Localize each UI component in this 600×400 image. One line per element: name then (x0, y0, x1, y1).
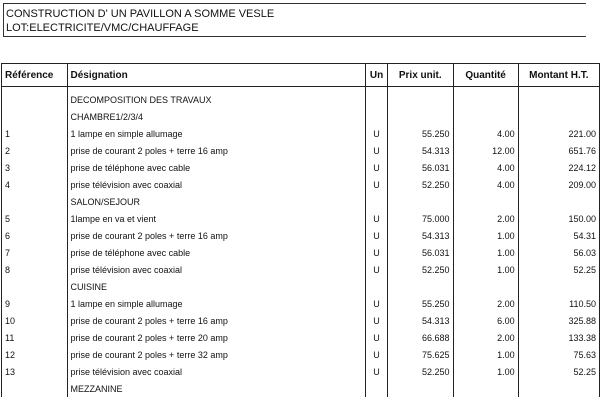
row-designation: prise de courant 2 poles + terre 20 amp (67, 329, 366, 346)
row-unit-price (388, 193, 454, 210)
row-unit: U (366, 176, 388, 193)
row-unit: U (366, 142, 388, 159)
row-designation: MEZZANINE (67, 380, 366, 397)
row-designation: prise télévision avec coaxial (67, 363, 366, 380)
section-heading-row (2, 91, 600, 108)
row-unit-price: 66.688 (388, 329, 454, 346)
section-heading-row (2, 193, 600, 210)
row-reference (2, 193, 68, 210)
row-reference (2, 278, 68, 295)
row-reference: 4 (2, 176, 68, 193)
row-reference: 12 (2, 346, 68, 363)
row-unit (366, 193, 388, 210)
row-amount (518, 91, 599, 108)
row-unit: U (366, 329, 388, 346)
table-row (2, 261, 600, 278)
row-unit-price: 52.250 (388, 176, 454, 193)
section-heading-row (2, 108, 600, 125)
row-designation: CHAMBRE1/2/3/4 (67, 108, 366, 125)
row-unit-price: 54.313 (388, 312, 454, 329)
table-row (2, 363, 600, 380)
table-row (2, 329, 600, 346)
row-amount: 133.38 (518, 329, 599, 346)
row-amount: 221.00 (518, 125, 599, 142)
section-heading-row (2, 380, 600, 397)
row-unit-price (388, 278, 454, 295)
row-designation: prise de courant 2 poles + terre 16 amp (67, 142, 366, 159)
row-reference: 5 (2, 210, 68, 227)
row-reference: 13 (2, 363, 68, 380)
table-row (2, 312, 600, 329)
row-designation: prise de courant 2 poles + terre 32 amp (67, 346, 366, 363)
row-quantity: 4.00 (453, 176, 518, 193)
row-amount: 150.00 (518, 210, 599, 227)
row-amount: 54.31 (518, 227, 599, 244)
row-reference: 1 (2, 125, 68, 142)
row-unit (366, 108, 388, 125)
row-reference (2, 108, 68, 125)
row-amount: 52.25 (518, 363, 599, 380)
row-quantity (453, 91, 518, 108)
row-reference: 9 (2, 295, 68, 312)
row-unit-price: 52.250 (388, 363, 454, 380)
row-reference: 8 (2, 261, 68, 278)
row-amount: 209.00 (518, 176, 599, 193)
table-row (2, 295, 600, 312)
row-quantity (453, 108, 518, 125)
row-unit-price: 54.313 (388, 227, 454, 244)
row-reference: 10 (2, 312, 68, 329)
col-header-unit-price: Prix unit. (388, 64, 454, 87)
row-designation: prise de téléphone avec cable (67, 159, 366, 176)
row-unit (366, 380, 388, 397)
row-quantity: 1.00 (453, 227, 518, 244)
row-reference: 7 (2, 244, 68, 261)
row-unit: U (366, 312, 388, 329)
row-designation: DECOMPOSITION DES TRAVAUX (67, 91, 366, 108)
row-unit: U (366, 244, 388, 261)
row-unit: U (366, 125, 388, 142)
row-designation: prise de courant 2 poles + terre 16 amp (67, 312, 366, 329)
row-unit-price (388, 380, 454, 397)
row-reference: 2 (2, 142, 68, 159)
row-designation: CUISINE (67, 278, 366, 295)
row-amount: 110.50 (518, 295, 599, 312)
table-row (2, 176, 600, 193)
col-header-reference: Référence (2, 64, 68, 87)
row-quantity: 4.00 (453, 125, 518, 142)
row-unit: U (366, 295, 388, 312)
document-header (3, 3, 586, 37)
row-quantity: 2.00 (453, 329, 518, 346)
row-unit (366, 278, 388, 295)
row-amount: 325.88 (518, 312, 599, 329)
row-unit: U (366, 363, 388, 380)
row-quantity: 1.00 (453, 244, 518, 261)
row-unit-price: 75.000 (388, 210, 454, 227)
row-amount (518, 278, 599, 295)
row-quantity: 1.00 (453, 363, 518, 380)
row-designation: prise de courant 2 poles + terre 16 amp (67, 227, 366, 244)
table-body (2, 87, 600, 398)
table-row (2, 227, 600, 244)
row-unit: U (366, 159, 388, 176)
table-row (2, 159, 600, 176)
row-unit: U (366, 227, 388, 244)
row-amount (518, 108, 599, 125)
row-unit: U (366, 210, 388, 227)
lot-title: LOT:ELECTRICITE/VMC/CHAUFFAGE (6, 22, 199, 34)
row-designation: SALON/SEJOUR (67, 193, 366, 210)
row-unit-price (388, 91, 454, 108)
table-row (2, 125, 600, 142)
row-amount: 56.03 (518, 244, 599, 261)
row-unit-price: 52.250 (388, 261, 454, 278)
row-amount: 651.76 (518, 142, 599, 159)
row-reference: 3 (2, 159, 68, 176)
row-amount (518, 380, 599, 397)
row-amount: 224.12 (518, 159, 599, 176)
row-amount (518, 193, 599, 210)
row-unit-price: 55.250 (388, 125, 454, 142)
row-reference: 6 (2, 227, 68, 244)
row-quantity (453, 380, 518, 397)
row-unit-price: 56.031 (388, 159, 454, 176)
row-unit: U (366, 261, 388, 278)
table-row (2, 142, 600, 159)
project-title: CONSTRUCTION D' UN PAVILLON A SOMME VESLE (6, 8, 275, 20)
table-row (2, 244, 600, 261)
row-quantity: 4.00 (453, 159, 518, 176)
table-header-row (2, 64, 600, 87)
col-header-amount: Montant H.T. (518, 64, 599, 87)
row-quantity: 12.00 (453, 142, 518, 159)
row-reference: 11 (2, 329, 68, 346)
table-row (2, 210, 600, 227)
row-unit-price: 54.313 (388, 142, 454, 159)
row-quantity: 2.00 (453, 295, 518, 312)
row-quantity (453, 193, 518, 210)
col-header-unit: Un (366, 64, 388, 87)
section-heading-row (2, 278, 600, 295)
row-designation: prise télévision avec coaxial (67, 176, 366, 193)
quote-table (1, 63, 600, 397)
row-quantity: 1.00 (453, 346, 518, 363)
row-quantity: 2.00 (453, 210, 518, 227)
row-designation: 1 lampe en simple allumage (67, 125, 366, 142)
row-designation: prise de téléphone avec cable (67, 244, 366, 261)
row-unit-price: 55.250 (388, 295, 454, 312)
table-row (2, 346, 600, 363)
col-header-quantity: Quantité (453, 64, 518, 87)
row-amount: 52.25 (518, 261, 599, 278)
row-designation: 1 lampe en simple allumage (67, 295, 366, 312)
row-quantity (453, 278, 518, 295)
row-quantity: 1.00 (453, 261, 518, 278)
row-unit-price: 56.031 (388, 244, 454, 261)
row-designation: 1lampe en va et vient (67, 210, 366, 227)
row-unit-price: 75.625 (388, 346, 454, 363)
col-header-designation: Désignation (67, 64, 366, 87)
row-unit-price (388, 108, 454, 125)
row-unit (366, 91, 388, 108)
row-designation: prise télévision avec coaxial (67, 261, 366, 278)
row-amount: 75.63 (518, 346, 599, 363)
row-reference (2, 380, 68, 397)
row-unit: U (366, 346, 388, 363)
row-reference (2, 91, 68, 108)
row-quantity: 6.00 (453, 312, 518, 329)
